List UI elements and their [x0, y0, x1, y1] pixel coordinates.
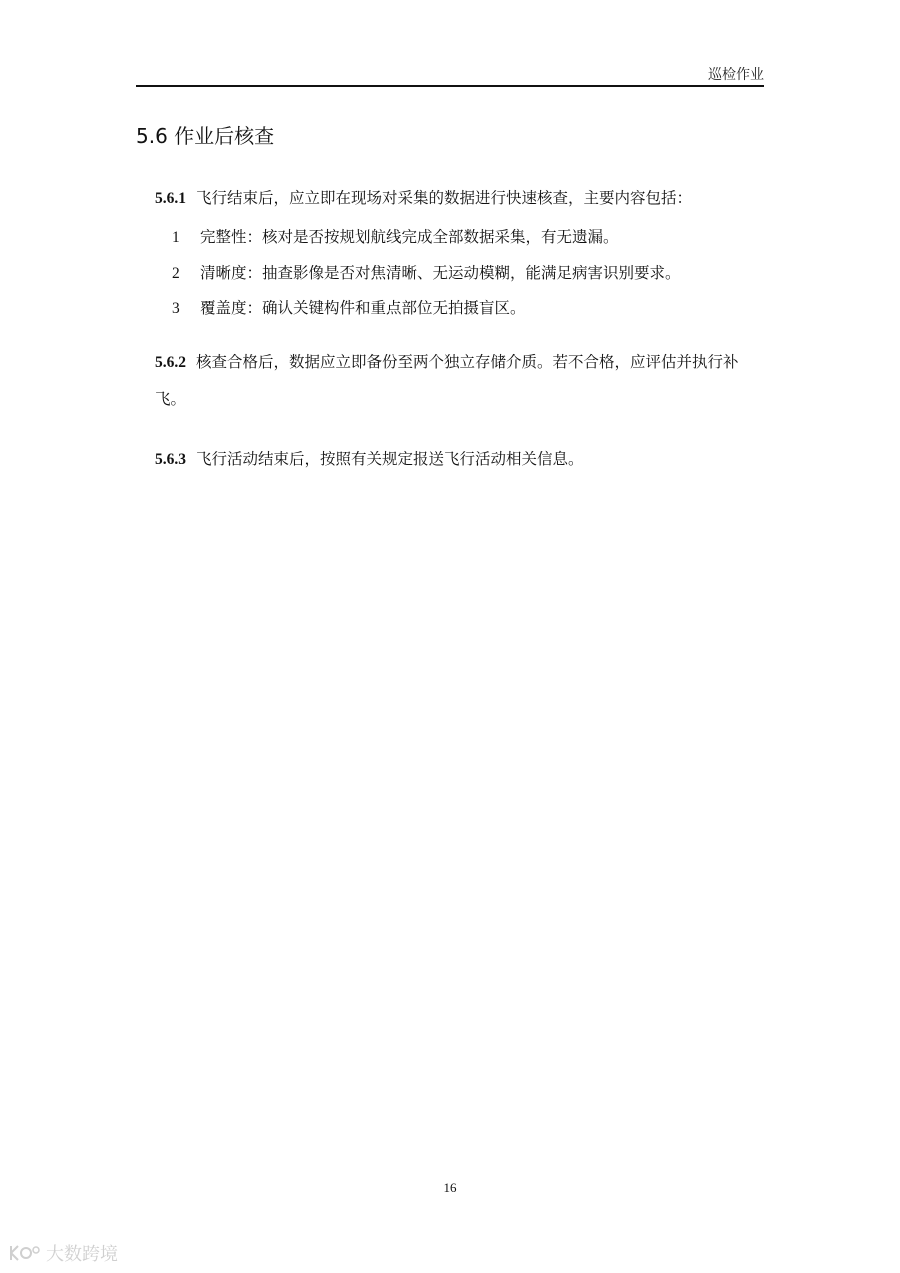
page-number: 16 — [443, 1180, 457, 1195]
item-number: 1 — [172, 229, 180, 246]
item-number: 2 — [172, 265, 180, 282]
clause-5-6-3 — [155, 441, 767, 478]
clause-5-6-1 — [155, 180, 767, 217]
clause-text: 飞行活动结束后，按照有关规定报送飞行活动相关信息。 — [196, 450, 584, 468]
watermark — [8, 1240, 118, 1266]
item-text: 覆盖度：确认关键构件和重点部位无拍摄盲区。 — [200, 299, 526, 317]
list-item — [172, 261, 681, 283]
item-number: 3 — [172, 300, 180, 317]
clause-text: 飞行结束后，应立即在现场对采集的数据进行快速核查，主要内容包括： — [196, 189, 693, 207]
clause-number: 5.6.2 — [155, 354, 186, 371]
list-item — [172, 225, 619, 247]
running-header: 巡检作业 — [708, 67, 764, 83]
clause-text: 核查合格后，数据应立即备份至两个独立存储介质。若不合格，应评估并执行补飞。 — [155, 353, 739, 408]
clause-number: 5.6.3 — [155, 451, 186, 468]
list-item — [172, 296, 526, 318]
item-text: 清晰度：抽查影像是否对焦清晰、无运动模糊，能满足病害识别要求。 — [200, 264, 681, 282]
item-text: 完整性：核对是否按规划航线完成全部数据采集，有无遗漏。 — [200, 228, 619, 246]
watermark-text: 大数跨境 — [46, 1244, 118, 1265]
header-rule — [136, 85, 764, 87]
clause-number: 5.6.1 — [155, 190, 186, 207]
section-title: 5.6 作业后核查 — [136, 124, 275, 148]
clause-5-6-2 — [155, 344, 767, 418]
watermark-logo-icon — [8, 1242, 42, 1264]
